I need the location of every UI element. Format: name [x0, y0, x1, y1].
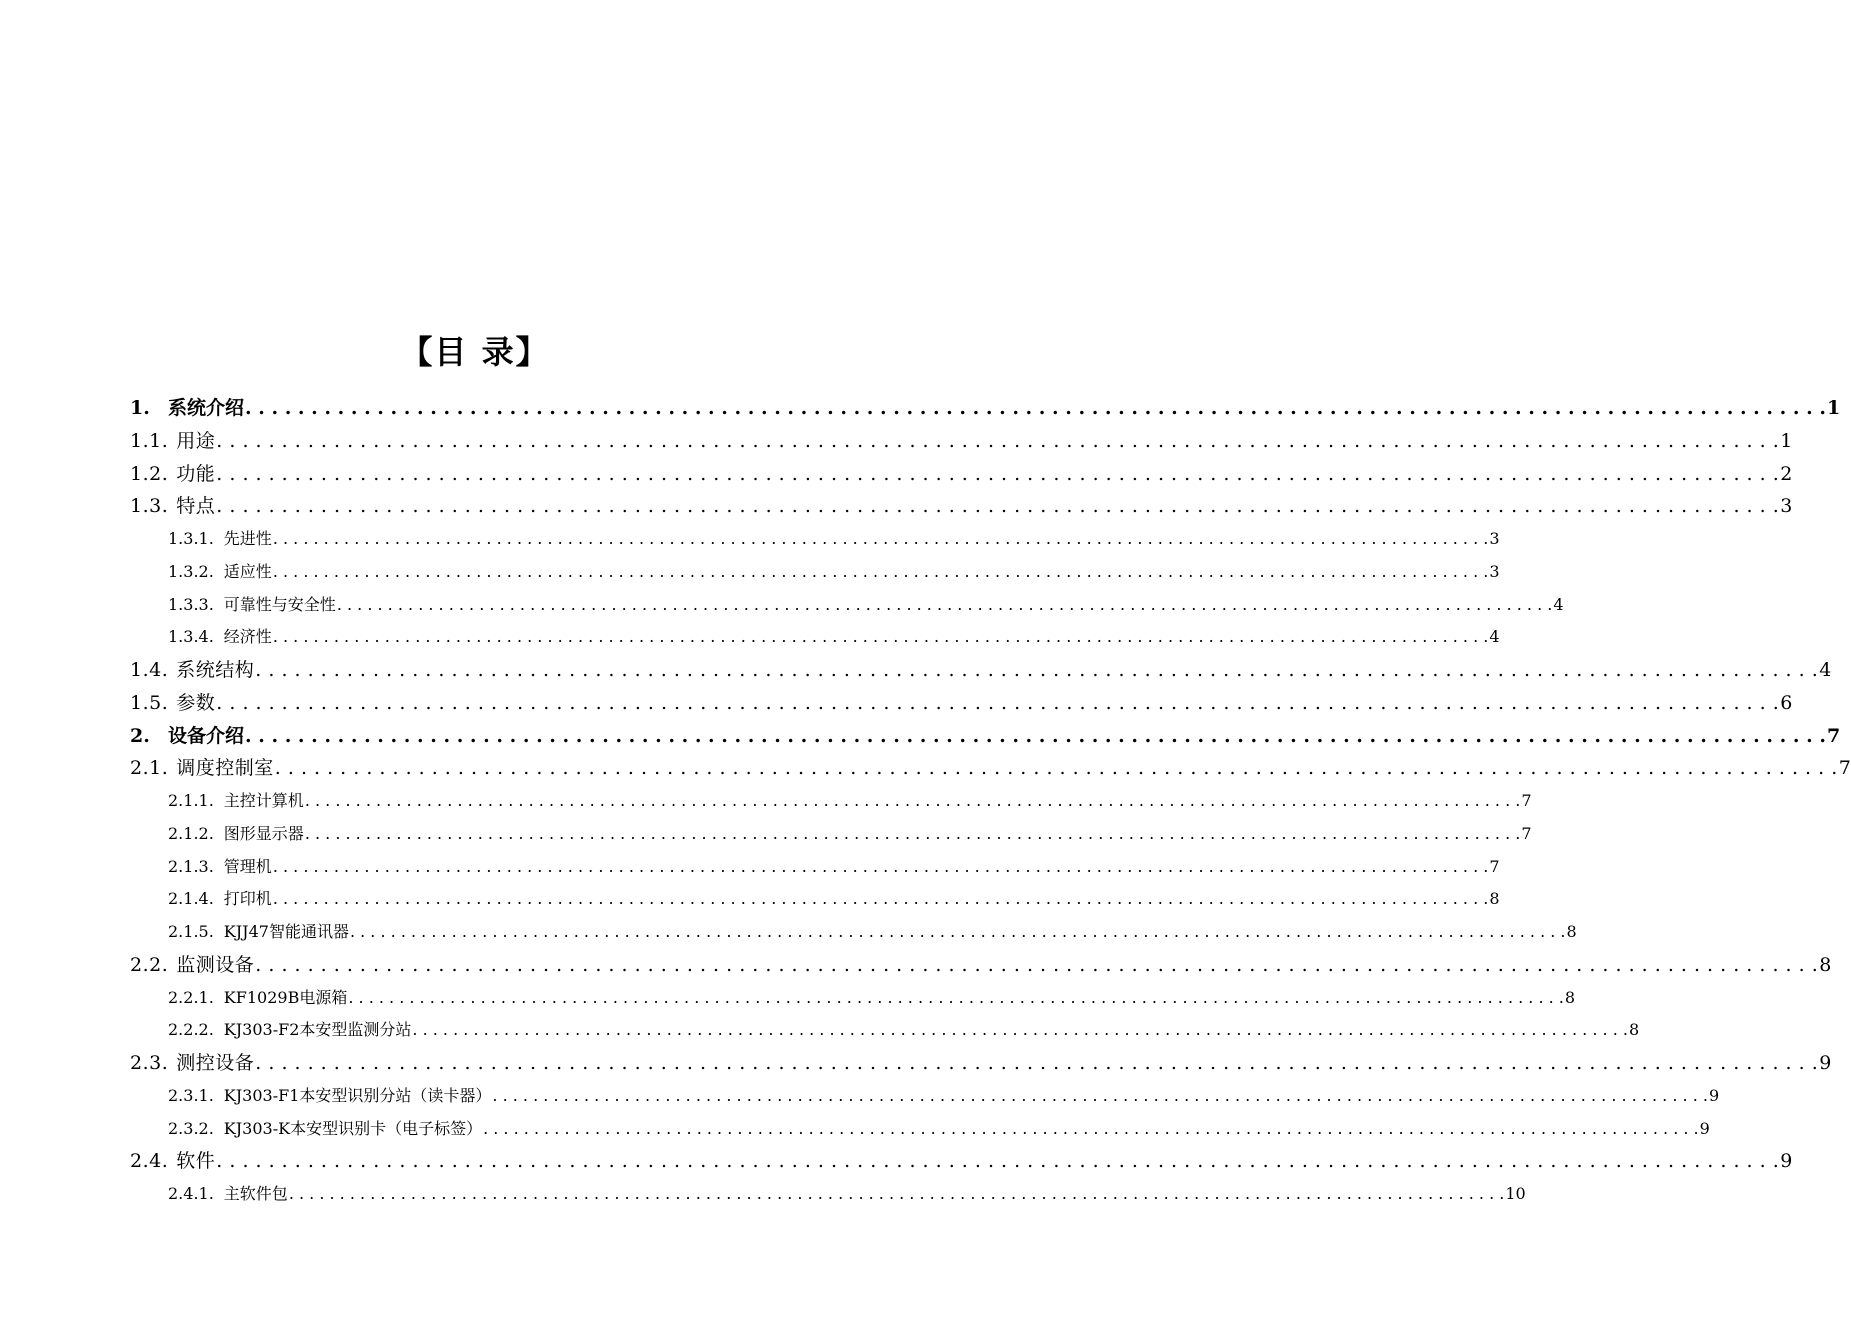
toc-entry[interactable]: [168, 589, 1564, 621]
toc-leader-dots: . . . . . . . . . . . . . . . . . . . . . . . . . . . . . . . . . . . . . . . . . . . . . . . . . . . . . . . . . . . . . . . . . . . . . . . . . . . . . . . . . . . . . . . . . . . . . . . . . . . . . . . . . . . . . . . . . . . . . . . .: [304, 823, 1521, 843]
toc-entry-number: 2.1.2.: [168, 823, 214, 843]
toc-entry[interactable]: [130, 1047, 1832, 1079]
toc-entry[interactable]: [130, 687, 1793, 719]
toc-entry[interactable]: [130, 458, 1793, 490]
toc-entry-page: 3: [1489, 529, 1500, 548]
toc-entry[interactable]: [168, 916, 1577, 948]
toc-entry[interactable]: [168, 1178, 1526, 1210]
toc-entry-number: 2.4.: [130, 1150, 169, 1173]
toc-entry[interactable]: [168, 556, 1500, 588]
toc-entry-page: 4: [1553, 594, 1564, 614]
toc-entry-number: 2.3.1.: [168, 1085, 214, 1105]
toc-leader-dots: . . . . . . . . . . . . . . . . . . . . . . . . . . . . . . . . . . . . . . . . . . . . . . . . . . . . . . . . . . . . . . . . . . . . . . . . . . . . . . . . . . . . . . . . . . . . . . . . . . . . . . . . . . . . . . . . . . . . . . . .: [274, 757, 1838, 780]
toc-leader-dots: . . . . . . . . . . . . . . . . . . . . . . . . . . . . . . . . . . . . . . . . . . . . . . . . . . . . . . . . . . . . . . . . . . . . . . . . . . . . . . . . . . . . . . . . . . . . . . . . . . . . . . . . . . . . . . . . . . . . . . . .: [255, 659, 1819, 681]
toc-leader-dots: . . . . . . . . . . . . . . . . . . . . . . . . . . . . . . . . . . . . . . . . . . . . . . . . . . . . . . . . . . . . . . . . . . . . . . . . . . . . . . . . . . . . . . . . . . . . . . . . . . . . . . . . . . . . . . . . . . . . . . . .: [412, 1020, 1628, 1040]
toc-entry-page: 7: [1838, 757, 1851, 780]
toc-leader-dots: . . . . . . . . . . . . . . . . . . . . . . . . . . . . . . . . . . . . . . . . . . . . . . . . . . . . . . . . . . . . . . . . . . . . . . . . . . . . . . . . . . . . . . . . . . . . . . . . . . . . . . . . . . . . . . . . . . . . . . . .: [272, 856, 1489, 876]
toc-leader-dots: . . . . . . . . . . . . . . . . . . . . . . . . . . . . . . . . . . . . . . . . . . . . . . . . . . . . . . . . . . . . . . . . . . . . . . . . . . . . . . . . . . . . . . . . . . . . . . . . . . . . . . . . . . . . . . . . . . . . . . . .: [336, 594, 1553, 614]
toc-entry-number: 1.3.1.: [168, 529, 214, 548]
toc-entry-page: 9: [1819, 1052, 1832, 1074]
toc-entry-number: 1.3.2.: [168, 561, 214, 581]
toc-entry-number: 1.2.: [130, 462, 169, 485]
toc-entry-label: 可靠性与安全性: [223, 594, 336, 614]
toc-entry[interactable]: [168, 523, 1500, 555]
toc-entry-page: 3: [1489, 561, 1500, 581]
toc-entry-label: 调度控制室: [176, 757, 274, 780]
toc-entry-number: 1.5.: [130, 691, 169, 714]
toc-entry-page: 7: [1489, 856, 1500, 876]
toc-leader-dots: . . . . . . . . . . . . . . . . . . . . . . . . . . . . . . . . . . . . . . . . . . . . . . . . . . . . . . . . . . . . . . . . . . . . . . . . . . . . . . . . . . . . . . . . . . . . . . . . . . . . . . . . . . . . . . . . . . . . . . . .: [216, 429, 1780, 452]
toc-entry-number: 1.3.: [130, 495, 169, 518]
toc-leader-dots: . . . . . . . . . . . . . . . . . . . . . . . . . . . . . . . . . . . . . . . . . . . . . . . . . . . . . . . . . . . . . . . . . . . . . . . . . . . . . . . . . . . . . . . . . . . . . . . . . . . . . . . . . . . . . . . . . . . . . . . .: [255, 953, 1819, 976]
toc-entry[interactable]: [168, 851, 1500, 883]
toc-entry-page: 1: [1826, 397, 1841, 419]
toc-leader-dots: . . . . . . . . . . . . . . . . . . . . . . . . . . . . . . . . . . . . . . . . . . . . . . . . . . . . . . . . . . . . . . . . . . . . . . . . . . . . . . . . . . . . . . . . . . . . . . . . . . . . . . . . . . . . . . . . . . . . . . . .: [348, 987, 1564, 1007]
toc-entry-page: 4: [1489, 627, 1500, 647]
toc-entry-number: 2.: [130, 724, 150, 747]
toc-entry-page: 8: [1564, 987, 1576, 1007]
toc-entry-number: 1.1.: [130, 429, 169, 452]
toc-entry-page: 4: [1819, 659, 1832, 681]
toc-entry-page: 7: [1826, 724, 1841, 747]
toc-leader-dots: . . . . . . . . . . . . . . . . . . . . . . . . . . . . . . . . . . . . . . . . . . . . . . . . . . . . . . . . . . . . . . . . . . . . . . . . . . . . . . . . . . . . . . . . . . . . . . . . . . . . . . . . . . . . . . . . . . . . . . . .: [245, 724, 1826, 747]
toc-entry[interactable]: [168, 982, 1576, 1014]
toc-entry-page: 8: [1489, 889, 1500, 909]
toc-leader-dots: . . . . . . . . . . . . . . . . . . . . . . . . . . . . . . . . . . . . . . . . . . . . . . . . . . . . . . . . . . . . . . . . . . . . . . . . . . . . . . . . . . . . . . . . . . . . . . . . . . . . . . . . . . . . . . . . . . . . . . . .: [492, 1085, 1708, 1105]
toc-entry-label: 软件: [176, 1150, 216, 1173]
toc-entry[interactable]: [130, 1145, 1793, 1177]
toc-entry-page: 8: [1628, 1020, 1640, 1040]
toc-entry-number: 1.3.3.: [168, 594, 214, 614]
toc-entry-label: 特点: [176, 495, 216, 518]
toc-leader-dots: . . . . . . . . . . . . . . . . . . . . . . . . . . . . . . . . . . . . . . . . . . . . . . . . . . . . . . . . . . . . . . . . . . . . . . . . . . . . . . . . . . . . . . . . . . . . . . . . . . . . . . . . . . . . . . . . . . . . . . . .: [255, 1052, 1819, 1074]
toc-entry[interactable]: [130, 752, 1851, 784]
toc-entry-page: 3: [1780, 495, 1793, 518]
toc-entry-number: 2.2.: [130, 953, 169, 976]
toc-entry[interactable]: [168, 785, 1532, 817]
toc-entry-label: 系统介绍: [168, 397, 245, 419]
toc-entry-number: 2.3.2.: [168, 1118, 214, 1138]
toc-entry-label: KJ303-F2本安型监测分站: [223, 1020, 412, 1040]
toc-entry-number: 2.1.1.: [168, 791, 214, 810]
toc-leader-dots: . . . . . . . . . . . . . . . . . . . . . . . . . . . . . . . . . . . . . . . . . . . . . . . . . . . . . . . . . . . . . . . . . . . . . . . . . . . . . . . . . . . . . . . . . . . . . . . . . . . . . . . . . . . . . . . . . . . . . . . .: [216, 1150, 1780, 1173]
toc-entry-label: KJ303-F1本安型识别分站（读卡器）: [223, 1085, 492, 1105]
toc-leader-dots: . . . . . . . . . . . . . . . . . . . . . . . . . . . . . . . . . . . . . . . . . . . . . . . . . . . . . . . . . . . . . . . . . . . . . . . . . . . . . . . . . . . . . . . . . . . . . . . . . . . . . . . . . . . . . . . . . . . . . . . .: [349, 922, 1566, 941]
toc-leader-dots: . . . . . . . . . . . . . . . . . . . . . . . . . . . . . . . . . . . . . . . . . . . . . . . . . . . . . . . . . . . . . . . . . . . . . . . . . . . . . . . . . . . . . . . . . . . . . . . . . . . . . . . . . . . . . . . . . . . . . . . .: [245, 397, 1826, 419]
toc-entry-page: 6: [1780, 691, 1793, 714]
toc-entry-page: 9: [1708, 1085, 1720, 1105]
toc-entry[interactable]: [130, 392, 1841, 424]
toc-title: 【目 录】: [400, 333, 550, 371]
toc-entry-page: 10: [1505, 1184, 1526, 1203]
toc-entry[interactable]: [130, 949, 1832, 981]
toc-entry[interactable]: [130, 654, 1832, 686]
toc-entry-page: 1: [1780, 429, 1793, 452]
toc-leader-dots: . . . . . . . . . . . . . . . . . . . . . . . . . . . . . . . . . . . . . . . . . . . . . . . . . . . . . . . . . . . . . . . . . . . . . . . . . . . . . . . . . . . . . . . . . . . . . . . . . . . . . . . . . . . . . . . . . . . . . . . .: [483, 1118, 1699, 1138]
toc-entry-label: KJ303-K本安型识别卡（电子标签）: [223, 1118, 483, 1138]
toc-entry-page: 7: [1521, 823, 1532, 843]
toc-entry-number: 2.3.: [130, 1052, 169, 1074]
toc-entry[interactable]: [168, 883, 1500, 915]
toc-entry-page: 8: [1819, 953, 1832, 976]
toc-entry[interactable]: [168, 1113, 1710, 1145]
toc-leader-dots: . . . . . . . . . . . . . . . . . . . . . . . . . . . . . . . . . . . . . . . . . . . . . . . . . . . . . . . . . . . . . . . . . . . . . . . . . . . . . . . . . . . . . . . . . . . . . . . . . . . . . . . . . . . . . . . . . . . . . . . .: [272, 889, 1489, 909]
toc-entry[interactable]: [168, 818, 1532, 850]
toc-entry-label: 监测设备: [176, 953, 255, 976]
toc-entry[interactable]: [168, 1080, 1720, 1112]
toc-entry-label: 用途: [176, 429, 216, 452]
toc-leader-dots: . . . . . . . . . . . . . . . . . . . . . . . . . . . . . . . . . . . . . . . . . . . . . . . . . . . . . . . . . . . . . . . . . . . . . . . . . . . . . . . . . . . . . . . . . . . . . . . . . . . . . . . . . . . . . . . . . . . . . . . .: [216, 462, 1780, 485]
toc-entry-label: 参数: [176, 691, 216, 714]
toc-leader-dots: . . . . . . . . . . . . . . . . . . . . . . . . . . . . . . . . . . . . . . . . . . . . . . . . . . . . . . . . . . . . . . . . . . . . . . . . . . . . . . . . . . . . . . . . . . . . . . . . . . . . . . . . . . . . . . . . . . . . . . . .: [272, 529, 1489, 548]
toc-entry-label: 先进性: [223, 529, 272, 548]
toc-leader-dots: . . . . . . . . . . . . . . . . . . . . . . . . . . . . . . . . . . . . . . . . . . . . . . . . . . . . . . . . . . . . . . . . . . . . . . . . . . . . . . . . . . . . . . . . . . . . . . . . . . . . . . . . . . . . . . . . . . . . . . . .: [272, 561, 1489, 581]
toc-entry-label: 设备介绍: [168, 724, 245, 747]
toc-entry[interactable]: [130, 490, 1793, 522]
toc-entry-label: 主控计算机: [223, 791, 304, 810]
toc-entry-number: 1.3.4.: [168, 627, 214, 647]
toc-entry[interactable]: [130, 425, 1793, 457]
toc-leader-dots: . . . . . . . . . . . . . . . . . . . . . . . . . . . . . . . . . . . . . . . . . . . . . . . . . . . . . . . . . . . . . . . . . . . . . . . . . . . . . . . . . . . . . . . . . . . . . . . . . . . . . . . . . . . . . . . . . . . . . . . .: [288, 1184, 1505, 1203]
toc-entry-label: 适应性: [223, 561, 272, 581]
toc-entry-page: 2: [1780, 462, 1793, 485]
toc-entry-number: 2.1.: [130, 757, 169, 780]
toc-entry-page: 9: [1699, 1118, 1710, 1138]
toc-entry-page: 9: [1780, 1150, 1793, 1173]
toc-entry[interactable]: [130, 720, 1841, 752]
toc-entry-number: 1.: [130, 397, 150, 419]
toc-leader-dots: . . . . . . . . . . . . . . . . . . . . . . . . . . . . . . . . . . . . . . . . . . . . . . . . . . . . . . . . . . . . . . . . . . . . . . . . . . . . . . . . . . . . . . . . . . . . . . . . . . . . . . . . . . . . . . . . . . . . . . . .: [272, 627, 1489, 647]
toc-entry[interactable]: [168, 1014, 1640, 1046]
toc-leader-dots: . . . . . . . . . . . . . . . . . . . . . . . . . . . . . . . . . . . . . . . . . . . . . . . . . . . . . . . . . . . . . . . . . . . . . . . . . . . . . . . . . . . . . . . . . . . . . . . . . . . . . . . . . . . . . . . . . . . . . . . .: [304, 791, 1521, 810]
toc-entry-label: 功能: [176, 462, 216, 485]
toc-entry-label: 打印机: [223, 889, 272, 909]
toc-entry[interactable]: [168, 621, 1500, 653]
toc-entry-page: 8: [1566, 922, 1577, 941]
toc-leader-dots: . . . . . . . . . . . . . . . . . . . . . . . . . . . . . . . . . . . . . . . . . . . . . . . . . . . . . . . . . . . . . . . . . . . . . . . . . . . . . . . . . . . . . . . . . . . . . . . . . . . . . . . . . . . . . . . . . . . . . . . .: [216, 495, 1780, 518]
toc-entry-number: 2.1.3.: [168, 856, 214, 876]
toc-entry-label: 经济性: [223, 627, 272, 647]
toc-entry-number: 2.1.4.: [168, 889, 214, 909]
toc-entry-number: 2.1.5.: [168, 922, 214, 941]
toc-entry-number: 1.4.: [130, 659, 169, 681]
toc-entry-label: 管理机: [223, 856, 272, 876]
toc-entry-label: KJJ47智能通讯器: [223, 922, 349, 941]
toc-entry-page: 7: [1521, 791, 1532, 810]
toc-entry-label: KF1029B电源箱: [223, 987, 348, 1007]
toc-entry-number: 2.4.1.: [168, 1184, 214, 1203]
toc-entry-number: 2.2.2.: [168, 1020, 214, 1040]
toc-entry-number: 2.2.1.: [168, 987, 214, 1007]
toc-entry-label: 系统结构: [176, 659, 255, 681]
toc-leader-dots: . . . . . . . . . . . . . . . . . . . . . . . . . . . . . . . . . . . . . . . . . . . . . . . . . . . . . . . . . . . . . . . . . . . . . . . . . . . . . . . . . . . . . . . . . . . . . . . . . . . . . . . . . . . . . . . . . . . . . . . .: [216, 691, 1780, 714]
toc-entry-label: 测控设备: [176, 1052, 255, 1074]
toc-entry-label: 主软件包: [223, 1184, 288, 1203]
toc-entry-label: 图形显示器: [223, 823, 304, 843]
